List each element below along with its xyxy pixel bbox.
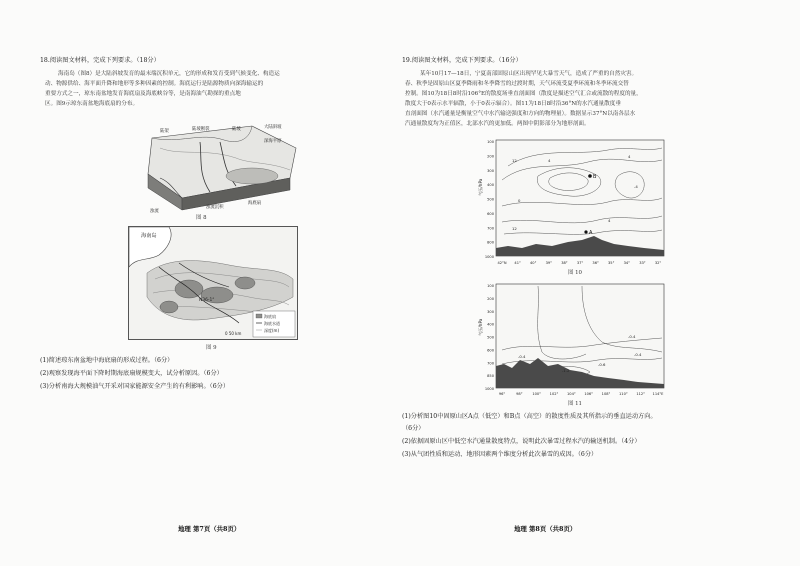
fig10-ytick-2: 300 <box>487 168 494 173</box>
fig10-xtick-7: 35° <box>608 261 615 265</box>
fig8-label-stage: 大陆斜坡 <box>264 125 282 130</box>
fig11-y-ticks <box>485 284 495 391</box>
fig10-contour-label-1: 12 <box>512 158 517 163</box>
question-19-line-1: 某年10月17—18日，宁夏南部固原山区出现罕见大暴雪天气，造成了严重的自然灾害。 <box>420 71 638 77</box>
fig10-contour-label-4: 0 <box>518 198 521 203</box>
fig8-label-fan: 海底扇 <box>248 201 262 206</box>
fig11-xtick-5: 106° <box>584 392 593 396</box>
question-18-subq-3: (3)分析南海大规模油气开采对国家能源安全产生的有利影响。（6分） <box>40 383 230 390</box>
fig11-ytick-5: 600 <box>487 348 494 353</box>
fig8-label-deep-plain: 深海平原 <box>264 139 282 144</box>
fig10-xtick-1: 41° <box>514 261 521 265</box>
fig11-ylabel: 气压/hPa <box>478 318 483 336</box>
figure-8-block-diagram <box>140 118 300 216</box>
fig11-ytick-6: 700 <box>487 361 494 366</box>
figure-11-caption: 图 11 <box>568 401 582 407</box>
fig9-label-coord: N36-1° <box>199 298 215 303</box>
fig9-legend-fan-swatch <box>256 314 262 318</box>
fig11-xtick-1: 98° <box>516 392 523 396</box>
fig11-contour-label-1: -0.4 <box>628 334 636 339</box>
fig8-label-deposit: 浊流沉积 <box>206 205 224 210</box>
left-page-footer: 地理 第7页（共8页） <box>178 525 241 533</box>
fig10-xtick-8: 34° <box>623 261 630 265</box>
fig10-xtick-3: 39° <box>545 261 552 265</box>
fig9-legend-channel: 海底水道 <box>264 321 280 326</box>
question-19-line-3: 控制。图10为18日8时沿106°E的散度场垂直剖面图（散度是描述空气汇合或流散的程度的量， <box>405 91 642 97</box>
fig11-ytick-1: 200 <box>487 296 494 301</box>
figure-8-caption: 图 8 <box>196 215 207 221</box>
fig11-ytick-7: 850 <box>487 374 494 379</box>
fig10-xtick-10: 32° <box>654 261 662 265</box>
fig11-ytick-3: 400 <box>487 322 494 327</box>
fig10-ytick-4: 500 <box>487 197 494 202</box>
question-18-subq-1: (1)简述琼东南盆地中海底扇的形成过程。（6分） <box>40 357 174 364</box>
question-18-line-4: 区。图9示琼东南盆地海底扇的分布。 <box>45 101 139 107</box>
question-19-subq-3: (3)从气团性质和运动、地形因素两个维度分析此次暴雪的成因。（6分） <box>402 451 598 458</box>
fig11-ytick-4: 500 <box>487 335 494 340</box>
fig11-x-ticks <box>499 392 664 396</box>
figure-9-map-drawing <box>129 227 297 339</box>
question-18-line-3: 重要方式之一，琼东南盆地发育海底扇及海底峡谷等，是南海油气勘探的重点地 <box>45 91 241 97</box>
question-18-header: 18.阅读图文材料，完成下列要求。（18分） <box>40 57 160 64</box>
question-18-line-2: 动、物源供给、海平面升降和地形等多种因素的控制。海底运行是陆源物质向深海输运的 <box>45 81 264 87</box>
fig10-ytick-5: 600 <box>487 211 494 216</box>
fig11-ytick-2: 300 <box>487 309 494 314</box>
fig10-point-b-marker <box>588 174 592 178</box>
fig10-point-b: B <box>593 174 597 180</box>
fig10-ylabel: 气压/hPa <box>478 178 483 196</box>
question-19-line-2: 春、秋季是固原山区夏季降雨和冬季降雪的过渡时期，天气环流受夏季环流和冬季环流交替 <box>405 81 629 87</box>
fig9-legend-depth: 深度(m) <box>264 328 280 333</box>
fig10-point-a: A <box>589 230 593 236</box>
figure-10-caption: 图 10 <box>568 270 582 276</box>
question-19-line-5: 直剖面图（水汽通量是衡量空气中水汽输送强度和方向的物理量）。数据显示37°N以南各层水 <box>405 111 636 117</box>
fig10-ytick-8: 1000 <box>484 255 494 259</box>
figure-11-vapor-flux-section <box>478 280 668 398</box>
figure-9-map <box>128 226 298 340</box>
right-page <box>400 0 800 566</box>
fig11-xtick-3: 102° <box>549 392 559 396</box>
fig10-contour-label-7: -4 <box>634 184 638 189</box>
figure-9-caption: 图 9 <box>206 345 217 351</box>
fig11-xtick-7: 110° <box>619 392 628 396</box>
question-19-subq-1: (1)分析图10中固原山区A点（低空）和B点（高空）的散度性质及其所指示的垂直运动方向。 <box>402 413 657 420</box>
fig10-ytick-6: 700 <box>487 226 494 231</box>
fig10-xtick-4: 38° <box>561 261 568 265</box>
fig10-ytick-0: 100 <box>487 140 494 144</box>
fig8-label-shelf: 陆架 <box>160 129 169 134</box>
fig10-point-a-marker <box>584 230 587 233</box>
fig11-contour-label-4: -1.2 <box>562 368 570 373</box>
fig11-contour-label-2: -0.4 <box>634 352 642 357</box>
fig8-label-slope: 陆坡 <box>232 127 241 132</box>
figure-10-divergence-section <box>478 136 668 268</box>
fig10-y-ticks <box>485 140 495 259</box>
fig10-contour-label-3: 4 <box>628 154 631 159</box>
fig11-ytick-8: 1000 <box>484 387 494 391</box>
fig8-label-slope-break: 陆坡断裂 <box>192 127 210 132</box>
fig11-xtick-4: 104° <box>567 392 576 396</box>
fig11-xtick-9: 114°E <box>652 392 664 396</box>
fig10-ytick-7: 800 <box>487 240 494 245</box>
question-19-line-6: 汽通量散度均为正值区，北部水汽的更加低。两图中阴影部分为地形剖面。 <box>405 121 590 127</box>
fig11-xtick-8: 112° <box>636 392 645 396</box>
question-19-subq-1-score: （6分） <box>402 425 425 432</box>
right-page-footer: 地理 第8页（共8页） <box>514 525 577 533</box>
fig10-contour-label-5: 12 <box>512 226 517 231</box>
fig11-xtick-0: 96° <box>498 392 506 396</box>
fig11-xtick-6: 108° <box>601 392 611 396</box>
fig9-legend-fan: 海底扇 <box>264 314 276 319</box>
fig11-contour-label-5: -0.4 <box>518 354 526 359</box>
fig11-xtick-2: 100° <box>532 392 541 396</box>
question-18-subq-2: (2)观察发现海平面下降时期海底扇规模变大，试分析原因。（6分） <box>40 370 223 377</box>
fig11-ytick-0: 100 <box>487 284 494 288</box>
question-19-subq-2: (2)依据固原山区中低空水汽通量散度特点，说明此次暴雪过程水汽的输送机制。（4分） <box>402 438 641 445</box>
fig10-xtick-6: 36° <box>592 261 599 265</box>
fig8-label-turbid: 浊流 <box>150 209 159 214</box>
fig10-x-ticks <box>497 261 661 265</box>
question-18-line-1: 海南岛（图8）是大陆斜坡发育的最末端沉积单元，它的形成和发育受到气候变化、构造运 <box>58 71 280 77</box>
question-19-line-4: 散度大于0表示水平辐散，小于0表示辐合）。图11为18日8时沿36°N的水汽通量散度垂 <box>405 101 621 107</box>
fig9-scale: 0 50 km <box>225 331 242 336</box>
fig10-contour-label-6: 4 <box>608 218 611 223</box>
question-19-header: 19.阅读图文材料，完成下列要求。（16分） <box>402 57 522 64</box>
fig10-xtick-5: 37° <box>576 261 584 265</box>
fig11-contour-label-3: -0.6 <box>598 362 606 367</box>
fig9-label-island: 海南岛 <box>141 233 157 239</box>
fig10-xtick-0: 42°N <box>497 261 507 265</box>
fig10-ytick-3: 400 <box>487 183 494 188</box>
fig10-xtick-2: 40° <box>530 261 537 265</box>
fig10-ytick-1: 200 <box>487 154 494 159</box>
fig10-contour-label-2: 4 <box>548 158 551 163</box>
fig10-xtick-9: 33° <box>639 261 646 265</box>
